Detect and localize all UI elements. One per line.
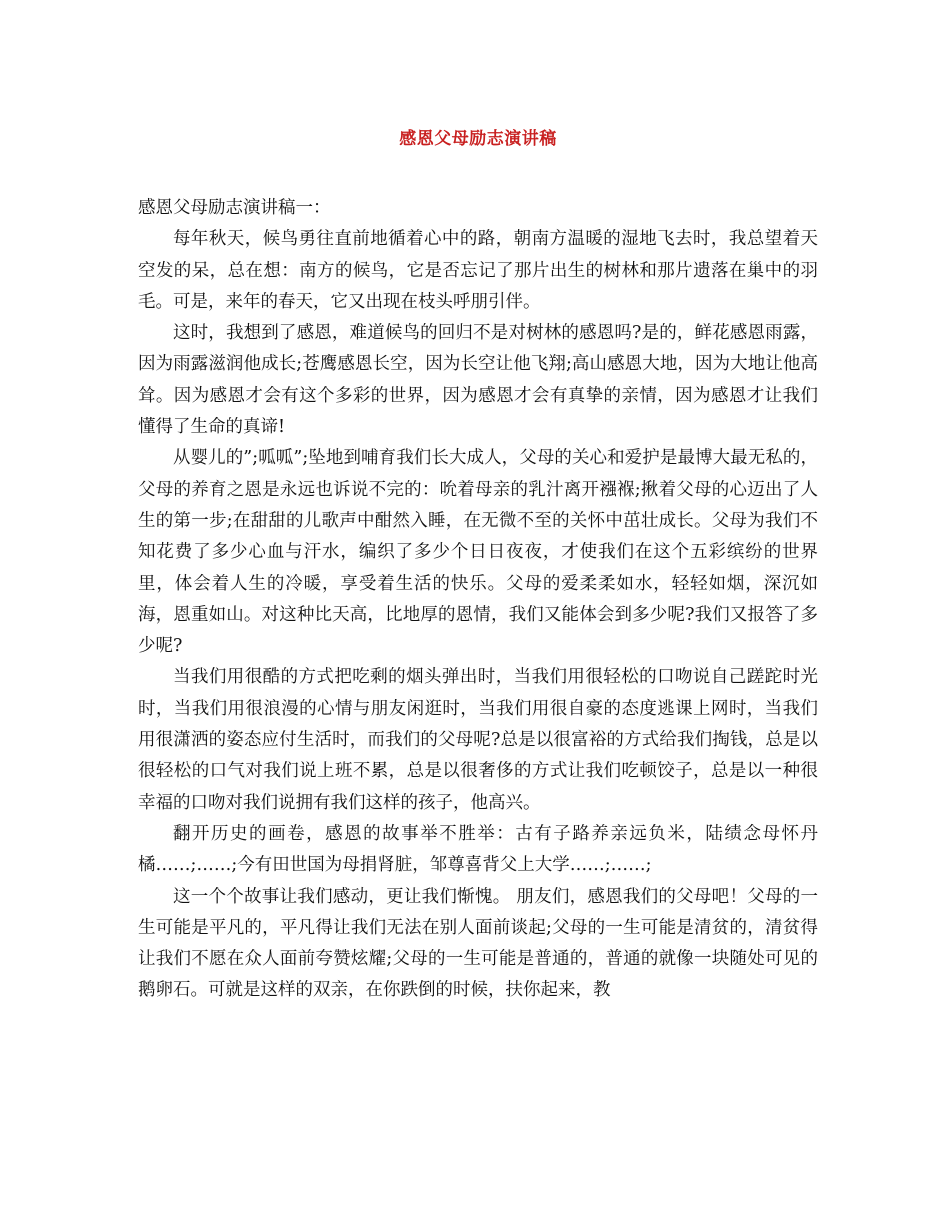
paragraph-4: 当我们用很酷的方式把吃剩的烟头弹出时，当我们用很轻松的口吻说自己蹉跎时光时，当我们用很浪漫的心情与朋友闲逛时，当我们用很自豪的态度逃课上网时，当我们用很潇洒的姿态应付生活时，而我们的父母呢?总是以很富裕的方式给我们掏钱，总是以很轻松的口气对我们说上班不累，总是以很奢侈的方式让我们吃顿饺子，总是以一种很幸福的口吻对我们说拥有我们这样的孩子，他高兴。 <box>138 667 818 813</box>
document-body <box>138 193 818 1007</box>
paragraph-2: 这时，我想到了感恩，难道候鸟的回归不是对树林的感恩吗?是的，鲜花感恩雨露，因为雨露滋润他成长;苍鹰感恩长空，因为长空让他飞翔;高山感恩大地，因为大地让他高耸。因为感恩才会有这个多彩的世界，因为感恩才会有真挚的亲情，因为感恩才让我们懂得了生命的真谛! <box>138 323 818 438</box>
paragraph-3: 从婴儿的”;呱呱”;坠地到哺育我们长大成人，父母的关心和爱护是最博大最无私的，父母的养育之恩是永远也诉说不完的：吮着母亲的乳汁离开襁褓;揪着父母的心迈出了人生的第一步;在甜甜的儿歌声中酣然入睡，在无微不至的关怀中茁壮成长。父母为我们不知花费了多少心血与汗水，编织了多少个日日夜夜，才使我们在这个五彩缤纷的世界里，体会着人生的冷暖，享受着生活的快乐。父母的爱柔柔如水，轻轻如烟，深沉如海，恩重如山。对这种比天高，比地厚的恩情，我们又能体会到多少呢?我们又报答了多少呢? <box>138 448 818 657</box>
section-heading: 感恩父母励志演讲稿一： <box>138 198 331 218</box>
paragraph-5: 翻开历史的画卷，感恩的故事举不胜举：古有子路养亲远负米，陆绩念母怀丹橘……;……;今有田世国为母捐肾脏，邹尊喜背父上大学……;……; <box>138 823 818 876</box>
paragraph-1: 每年秋天，候鸟勇往直前地循着心中的路，朝南方温暖的湿地飞去时，我总望着天空发的呆，总在想：南方的候鸟，它是否忘记了那片出生的树林和那片遗落在巢中的羽毛。可是，来年的春天，它又出现在枝头呼朋引伴。 <box>138 229 818 312</box>
paragraph-6: 这一个个故事让我们感动，更让我们惭愧。 朋友们，感恩我们的父母吧！父母的一生可能是平凡的，平凡得让我们无法在别人面前谈起;父母的一生可能是清贫的，清贫得让我们不愿在众人面前夸赞炫耀;父母的一生可能是普通的，普通的就像一块随处可见的鹅卵石。可就是这样的双亲，在你跌倒的时候，扶你起来，教 <box>138 886 818 1001</box>
document-title: 感恩父母励志演讲稿 <box>399 129 557 149</box>
